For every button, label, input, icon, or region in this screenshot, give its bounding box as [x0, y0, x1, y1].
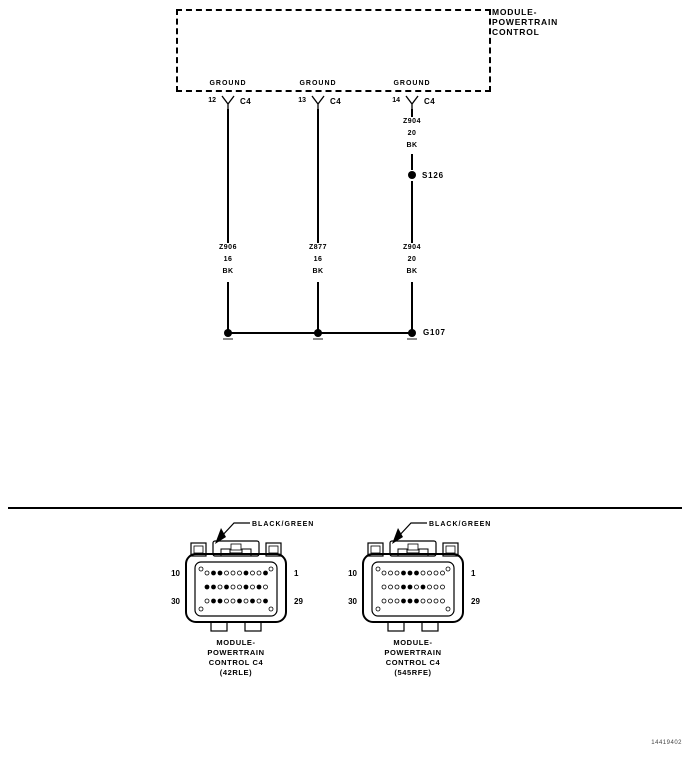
splice-dot: [408, 171, 416, 179]
pin-grid: [382, 571, 445, 603]
wire-segment: [227, 109, 229, 243]
function-label-ground-2: GROUND: [299, 80, 337, 87]
wire-label: [298, 242, 338, 278]
wire-segment: [317, 109, 319, 243]
ground-point-label: G107: [423, 328, 446, 337]
wire-segment: [317, 282, 319, 333]
section-divider: [8, 507, 682, 509]
wire-segment: [411, 154, 413, 170]
caption-line: CONTROL C4: [208, 658, 264, 667]
pin-number: 12: [208, 97, 216, 104]
pin-number: 1: [294, 569, 299, 578]
wire-color: BK: [406, 142, 418, 149]
connector-body: [186, 541, 286, 631]
ground-dot: [224, 329, 232, 337]
caption-line: POWERTRAIN: [384, 648, 442, 657]
ground-dot: [314, 329, 322, 337]
function-label-ground-1: GROUND: [209, 80, 247, 87]
pin-number: 30: [171, 597, 180, 606]
pin-number: 13: [298, 97, 306, 104]
wire-gauge: 16: [223, 256, 233, 263]
pin-number: 14: [392, 97, 400, 104]
module-label-line: MODULE-: [492, 7, 538, 17]
wire-circuit: Z906: [219, 244, 237, 251]
wire-segment: [411, 181, 413, 243]
wire-color: BK: [222, 268, 234, 275]
wire-label: [392, 116, 432, 152]
ground-dot-base: [407, 338, 417, 340]
pin-number: 30: [348, 597, 357, 606]
pin-grid: [205, 571, 268, 603]
module-label-line: CONTROL: [492, 27, 540, 37]
wire-color: BK: [406, 268, 418, 275]
connector-label: C4: [424, 97, 436, 106]
connector-label: C4: [330, 97, 342, 106]
module-label-line: POWERTRAIN: [492, 17, 559, 27]
caption-line: CONTROL C4: [385, 658, 441, 667]
caption-line: (42RLE): [219, 668, 253, 677]
pin-number: 29: [471, 597, 480, 606]
pin-number: 10: [348, 569, 357, 578]
ground-dot: [408, 329, 416, 337]
wire-gauge: 16: [313, 256, 323, 263]
ground-dot-base: [223, 338, 233, 340]
wire-color-callout: BLACK/GREEN: [429, 521, 492, 528]
connector-caption-545rfe: [351, 638, 475, 678]
caption-line: MODULE-: [393, 638, 433, 647]
caption-line: (545RFE): [394, 668, 432, 677]
wire-segment: [227, 282, 229, 333]
connector-label: C4: [240, 97, 252, 106]
module-label: [492, 7, 572, 37]
connector-caption-42rle: [174, 638, 298, 678]
wire-color-callout: BLACK/GREEN: [252, 521, 315, 528]
wire-segment: [411, 282, 413, 333]
connector-drawing-545rfe: [337, 514, 497, 640]
pin-number: 1: [471, 569, 476, 578]
wire-label: [208, 242, 248, 278]
connector-drawing-42rle: [160, 514, 320, 640]
caption-line: POWERTRAIN: [207, 648, 265, 657]
pin-number: 29: [294, 597, 303, 606]
caption-line: MODULE-: [216, 638, 256, 647]
connector-body: [363, 541, 463, 631]
wire-circuit: Z877: [309, 244, 327, 251]
ground-dot-base: [313, 338, 323, 340]
wire-color: BK: [312, 268, 324, 275]
wire-circuit: Z904: [403, 118, 421, 125]
wire-gauge: 20: [407, 130, 417, 137]
wire-label: [392, 242, 432, 278]
figure-id: 14419402: [651, 740, 682, 746]
pin-number: 10: [171, 569, 180, 578]
function-label-ground-3: GROUND: [393, 80, 431, 87]
splice-label: S126: [422, 171, 444, 180]
wire-gauge: 20: [407, 256, 417, 263]
wire-circuit: Z904: [403, 244, 421, 251]
